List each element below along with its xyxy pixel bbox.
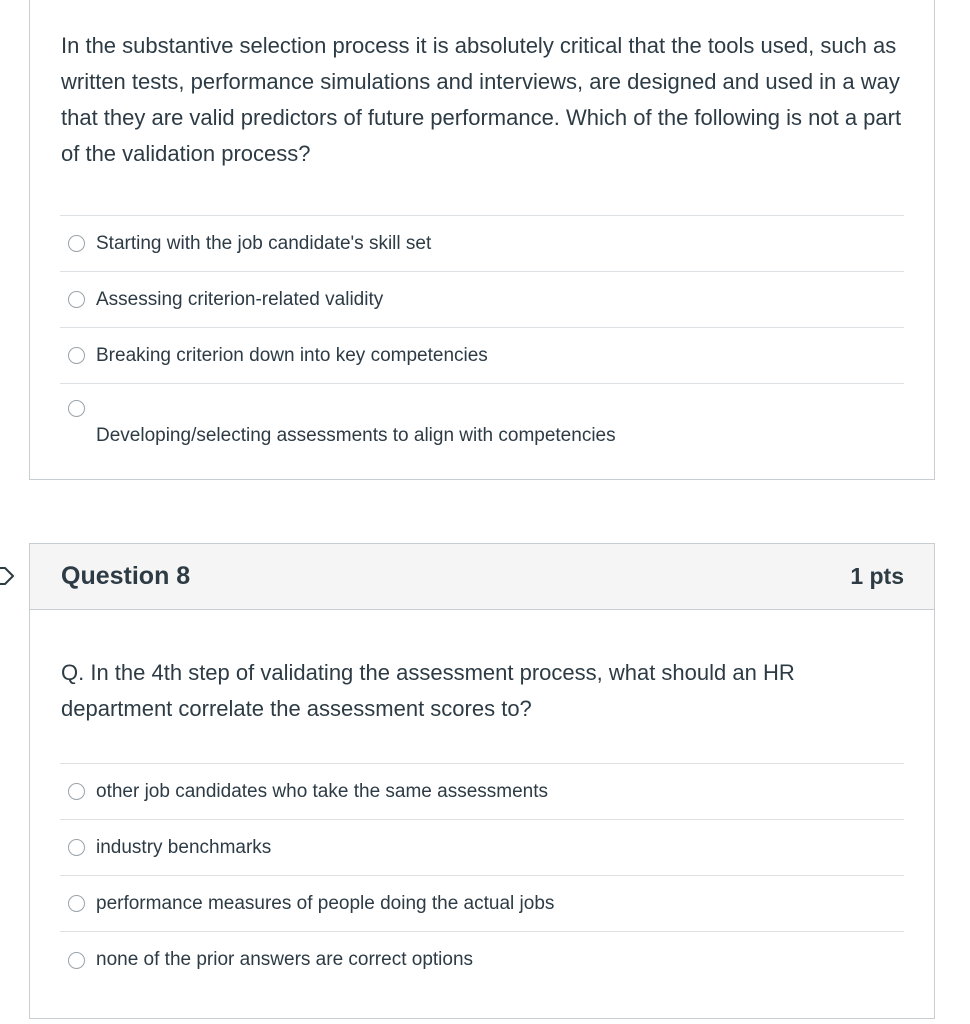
question-title: Question 8: [61, 562, 191, 590]
answer-label: Developing/selecting assessments to align with competencies: [96, 425, 616, 446]
question-8-card: [29, 543, 935, 1019]
answer-label: Starting with the job candidate's skill set: [96, 232, 432, 254]
radio-button[interactable]: [68, 952, 85, 969]
answer-option[interactable]: [60, 328, 904, 384]
radio-button[interactable]: [68, 235, 85, 252]
question-points: 1 pts: [850, 563, 904, 589]
radio-button[interactable]: [68, 347, 85, 364]
answer-option[interactable]: [60, 272, 904, 328]
question-8-text: Q. In the 4th step of validating the assessment process, what should an HR department correlate the assessment scores to?: [61, 660, 795, 721]
answer-label: other job candidates who take the same assessments: [96, 780, 549, 802]
radio-button[interactable]: [68, 839, 85, 856]
answer-label: industry benchmarks: [96, 836, 272, 858]
question-7-card: [29, 0, 935, 480]
question-7-text: In the substantive selection process it is absolutely critical that the tools used, such as written tests, performance simulations and interviews, are designed and used in a way that they are valid predictors of future performance. Which of the following is not a part of the validation process?: [61, 33, 902, 166]
answer-label: Breaking criterion down into key competencies: [96, 344, 488, 366]
question-7-answers: [60, 215, 904, 472]
question-header: [30, 544, 934, 610]
radio-button[interactable]: [68, 895, 85, 912]
answer-option[interactable]: [60, 764, 904, 820]
answer-label: performance measures of people doing the actual jobs: [96, 892, 555, 914]
answer-label: Assessing criterion-related validity: [96, 288, 384, 310]
radio-button[interactable]: [68, 291, 85, 308]
current-question-arrow-icon: [0, 565, 16, 587]
radio-button[interactable]: [68, 400, 85, 417]
answer-option[interactable]: [60, 876, 904, 932]
answer-label: none of the prior answers are correct options: [96, 949, 474, 970]
radio-button[interactable]: [68, 783, 85, 800]
answer-option[interactable]: [60, 384, 904, 472]
answer-option[interactable]: [60, 932, 904, 988]
answer-option[interactable]: [60, 216, 904, 272]
answer-option[interactable]: [60, 820, 904, 876]
question-8-answers: [60, 763, 904, 988]
